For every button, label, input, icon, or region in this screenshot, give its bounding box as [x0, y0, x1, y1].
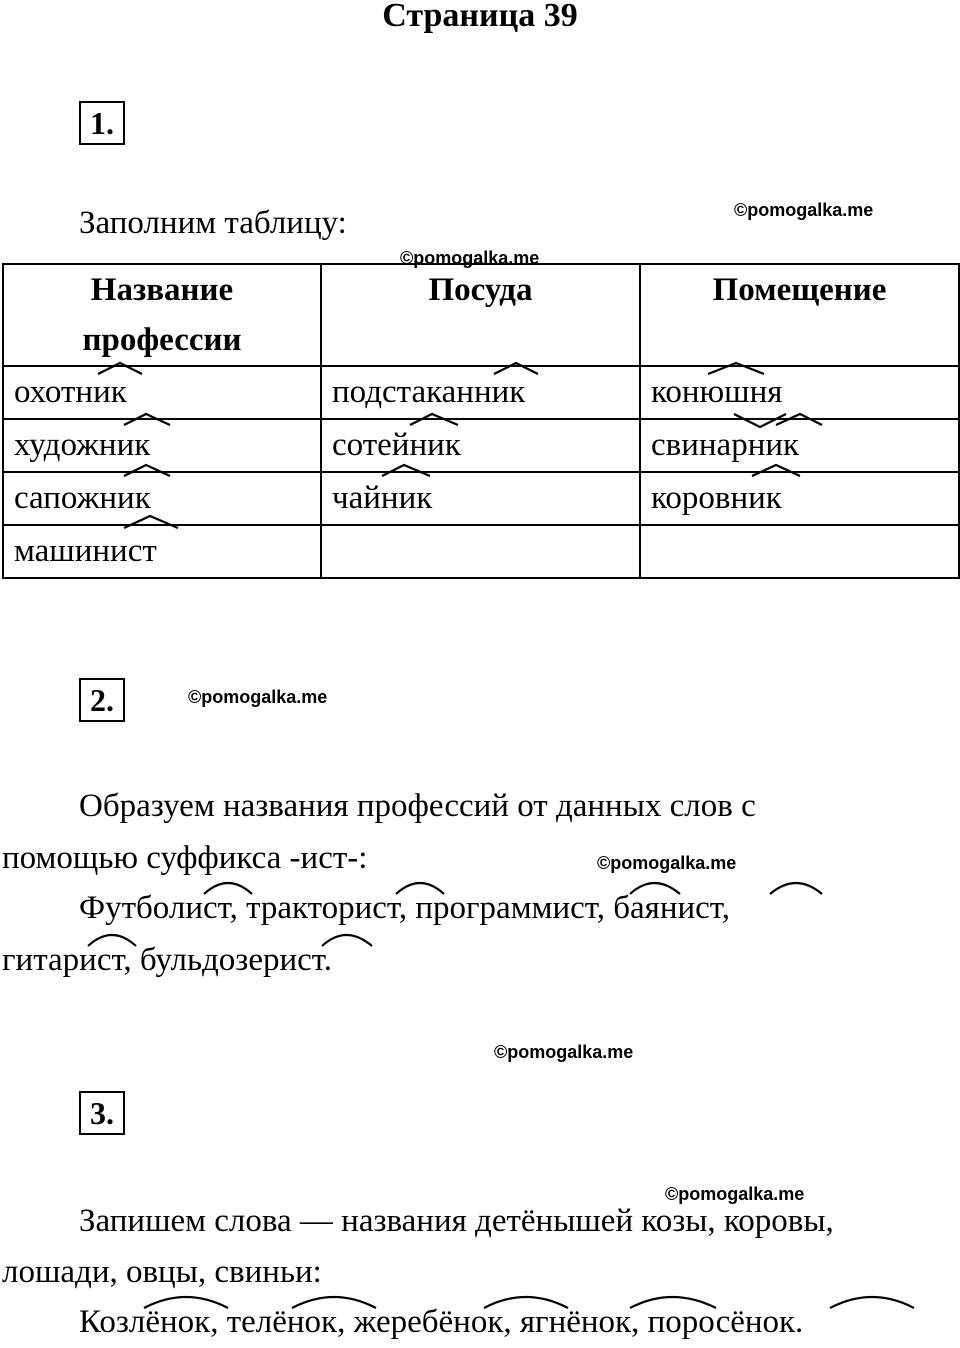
table-cell: конюшня — [640, 366, 959, 419]
table-cell: свинарник — [640, 419, 959, 472]
suffix-mark — [124, 414, 170, 425]
task-number-2: 2. — [79, 678, 125, 722]
task3-line-1: Запишем слова — названия детёнышей козы, коровы, — [79, 1203, 834, 1239]
suffix-mark — [830, 1297, 914, 1308]
suffix-mark — [124, 516, 178, 528]
watermark: ©pomogalka.me — [734, 200, 874, 220]
suffix-mark — [322, 935, 372, 946]
suffix-mark — [292, 1297, 376, 1308]
suffix-mark — [88, 935, 136, 946]
table-cell: сотейник — [321, 419, 640, 472]
suffix-mark — [396, 883, 444, 894]
task3-line-2: лошади, овцы, свиньи: — [2, 1254, 322, 1290]
watermark: ©pomogalka.me — [665, 1184, 805, 1204]
suffix-mark — [382, 465, 430, 476]
suffix-mark — [204, 883, 252, 894]
task1-intro: Заполним таблицу: — [79, 205, 347, 241]
task2-line-4: гитарист, бульдозерист. — [2, 942, 332, 978]
suffix-mark — [494, 363, 538, 374]
task2-line-2: помощью суффикса -ист-: — [2, 840, 368, 876]
table-cell: художник — [3, 419, 321, 472]
task3-line-3: Козлёнок, телёнок, жеребёнок, ягнёнок, поросёнок. — [79, 1304, 804, 1340]
task-number-1: 1. — [79, 101, 125, 145]
header-profession: Название профессии — [3, 264, 321, 366]
suffix-mark — [630, 1297, 716, 1308]
suffix-mark — [144, 1297, 228, 1308]
header-dishes: Посуда — [321, 264, 640, 366]
suffix-mark — [770, 883, 822, 894]
suffix-mark — [752, 465, 800, 476]
watermark: ©pomogalka.me — [400, 248, 540, 268]
table-cell: подстаканник — [321, 366, 640, 419]
suffix-mark — [708, 363, 764, 374]
table-cell: коровник — [640, 472, 959, 525]
suffix-mark — [98, 363, 142, 374]
table-cell: сапожник — [3, 472, 321, 525]
suffix-mark — [410, 414, 458, 425]
header-room: Помещение — [640, 264, 959, 366]
watermark: ©pomogalka.me — [494, 1042, 634, 1062]
task2-line-1: Образуем названия профессий от данных слов с — [79, 788, 756, 824]
suffix-mark — [484, 1297, 568, 1308]
table-cell: охотник — [3, 366, 321, 419]
watermark: ©pomogalka.me — [597, 853, 737, 873]
page-title: Страница 39 — [382, 0, 578, 34]
suffix-mark — [124, 465, 170, 476]
table-cell: чайник — [321, 472, 640, 525]
task-number-3: 3. — [79, 1091, 125, 1135]
task2-line-3: Футболист, тракторист, программист, баянист, — [79, 890, 730, 926]
table-cell: машинист — [3, 525, 321, 578]
watermark: ©pomogalka.me — [188, 687, 328, 707]
suffix-mark — [630, 883, 680, 894]
